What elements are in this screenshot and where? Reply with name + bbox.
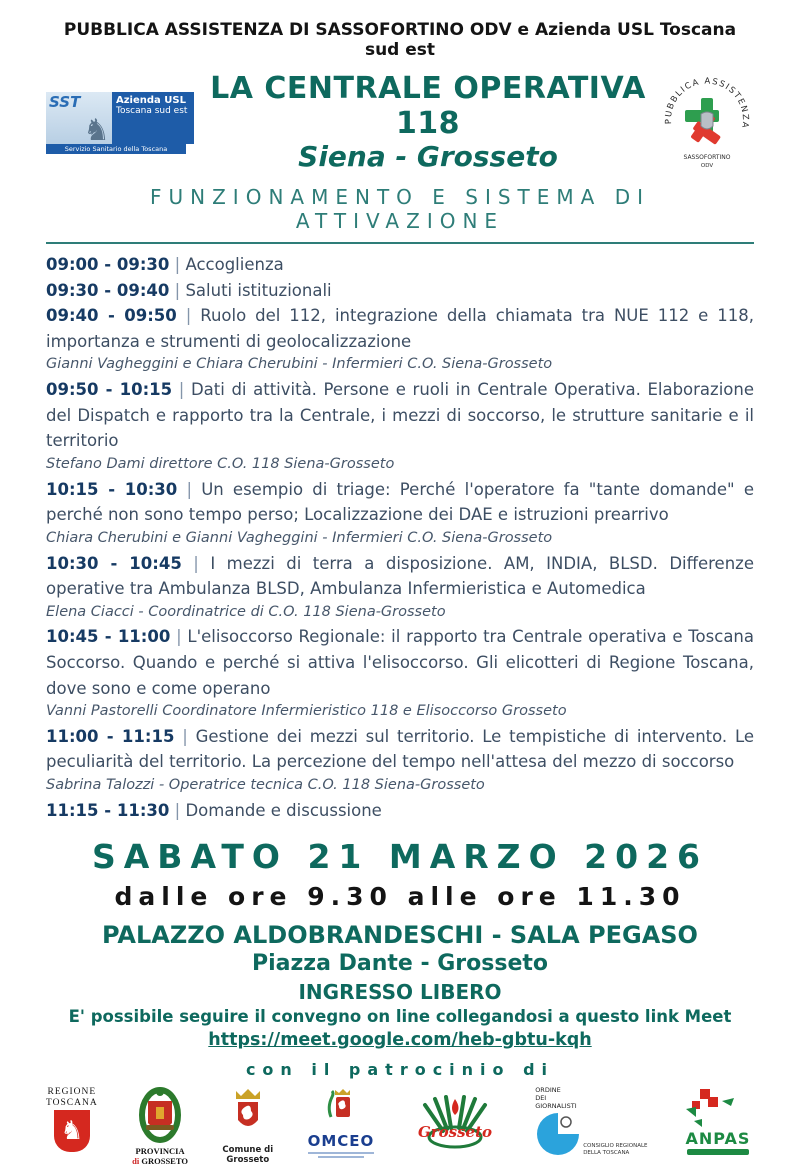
separator: |	[176, 627, 182, 647]
usl-azienda-label: Azienda USL	[116, 94, 186, 106]
schedule-row	[46, 377, 754, 475]
omceo-smallprint-2	[318, 1156, 364, 1158]
sponsor-logos	[46, 1087, 754, 1166]
schedule-speaker: Elena Ciacci - Coordinatrice di C.O. 118 Siena-Grosseto	[46, 603, 446, 620]
sassofortino-logo	[660, 76, 754, 170]
patronage-label: con il patrocinio di	[245, 1060, 555, 1080]
schedule-time: 09:30 - 09:40	[46, 280, 170, 300]
schedule-row	[46, 477, 754, 550]
organizers-line: PUBBLICA ASSISTENZA DI SASSOFORTINO ODV e Azienda USL Toscana sud est	[63, 20, 737, 60]
separator: |	[186, 479, 193, 499]
schedule-topic: Gestione dei mezzi sul territorio. Le tempistiche di intervento. Le peculiarità del territorio. La percezione del tempo nell'attesa del mezzo di soccorso	[46, 726, 755, 772]
event-hours: dalle ore 9.30 alle ore 11.30	[114, 882, 686, 912]
schedule-row	[46, 278, 754, 304]
comune-crest-icon	[226, 1087, 270, 1143]
divider	[46, 242, 754, 244]
separator: |	[182, 726, 188, 746]
comune-grosseto-label: Comune di Grosseto	[222, 1145, 274, 1166]
ordine-giornalisti-logo	[535, 1087, 647, 1156]
omceo-crest-icon	[319, 1087, 363, 1131]
regione-toscana-logo	[46, 1087, 98, 1152]
schedule-row	[46, 551, 754, 624]
schedule-row	[46, 252, 754, 278]
online-note: E' possibile seguire il convegno on line collegandosi a questo link Meet	[68, 1007, 732, 1027]
usl-territorio-label: Toscana sud est	[116, 106, 188, 117]
anpas-cross-icon	[682, 1087, 754, 1129]
schedule-row	[46, 624, 754, 722]
schedule-speaker: Chiara Cherubini e Gianni Vagheggini - Infermieri C.O. Siena-Grosseto	[46, 529, 553, 546]
separator: |	[178, 380, 185, 400]
schedule-topic: L'elisoccorso Regionale: il rapporto tra Centrale operativa e Toscana Soccorso. Quando e perché si attiva l'elisoccorso. Gli elicotteri di Regione Toscana, dove sono e come operano	[46, 627, 754, 698]
schedule-topic: Dati di attività. Persone e ruoli in Centrale Operativa. Elaborazione del Dispatch e rapporto tra la Centrale, i mezzi di soccorso, le strutture sanitarie e il territorio	[46, 380, 754, 451]
title-block	[196, 72, 660, 173]
svg-text:Grosseto: Grosseto	[417, 1123, 492, 1142]
pegasus-icon: ♞	[83, 112, 110, 144]
schedule-speaker: Vanni Pastorelli Coordinatore Infermieristico 118 e Elisoccorso Grosseto	[46, 703, 567, 720]
provincia-grosseto-logo	[132, 1087, 188, 1166]
schedule-speaker: Sabrina Talozzi - Operatrice tecnica C.O. 118 Siena-Grosseto	[46, 776, 485, 793]
giornalisti-council-label: CONSIGLIO REGIONALE DELLA TOSCANA	[583, 1143, 648, 1157]
page-title: LA CENTRALE OPERATIVA 118	[210, 71, 646, 141]
event-date: SABATO 21 MARZO 2026	[91, 837, 708, 877]
schedule-time: 09:00 - 09:30	[46, 255, 170, 275]
usl-sst-label: SST	[49, 92, 81, 111]
schedule-time: 11:00 - 11:15	[46, 726, 175, 746]
schedule-time: 09:50 - 10:15	[46, 380, 173, 400]
omceo-smallprint	[308, 1152, 374, 1154]
schedule-row	[46, 303, 754, 376]
schedule-time: 10:15 - 10:30	[46, 479, 178, 499]
event-admission: INGRESSO LIBERO	[298, 980, 502, 1005]
separator: |	[193, 553, 199, 573]
grosseto-association-logo	[409, 1087, 501, 1153]
schedule-topic: Accoglienza	[185, 255, 284, 275]
meet-link[interactable]: https://meet.google.com/heb-gbtu-kqh	[208, 1030, 592, 1051]
schedule-time: 09:40 - 09:50	[46, 306, 177, 326]
schedule-topic: I mezzi di terra a disposizione. AM, INDIA, BLSD. Differenze operative tra Ambulanza BLSD, Ambulanza Infermieristica e Automedica	[46, 553, 754, 599]
svg-text:PUBBLICA ASSISTENZA: PUBBLICA ASSISTENZA	[663, 76, 751, 130]
event-venue: PALAZZO ALDOBRANDESCHI - SALA PEGASO	[102, 921, 698, 950]
page-subtitle-cities: Siena - Grosseto	[298, 140, 558, 173]
schedule	[46, 252, 754, 823]
separator: |	[185, 306, 192, 326]
comune-grosseto-logo	[222, 1087, 273, 1165]
header	[46, 72, 754, 173]
pegasus-shield-icon: ♞	[54, 1110, 90, 1152]
separator: |	[174, 255, 181, 275]
schedule-time: 10:45 - 11:00	[46, 627, 171, 647]
schedule-speaker: Gianni Vagheggini e Chiara Cherubini - Infermieri C.O. Siena-Grosseto	[46, 356, 553, 373]
schedule-time: 10:30 - 10:45	[46, 553, 182, 573]
event-details	[46, 837, 754, 1079]
schedule-topic: Domande e discussione	[185, 800, 382, 820]
schedule-row	[46, 798, 754, 824]
usl-footer-label: Servizio Sanitario della Toscana	[46, 144, 186, 154]
svg-text:ODV: ODV	[700, 162, 714, 169]
schedule-time: 11:15 - 11:30	[46, 800, 170, 820]
event-address: Piazza Dante - Grosseto	[251, 951, 549, 977]
hands-flame-icon	[409, 1087, 501, 1153]
omceo-label: OMCEO	[307, 1132, 375, 1151]
omceo-logo	[308, 1087, 375, 1158]
provincia-crest-icon	[134, 1087, 186, 1145]
separator: |	[174, 800, 181, 820]
schedule-topic: Ruolo del 112, integrazione della chiamata tra NUE 112 e 118, importanza e strumenti di geolocalizzazione	[46, 306, 755, 351]
giornalisti-label: ORDINE DEI GIORNALISTI	[535, 1086, 577, 1110]
schedule-topic: Un esempio di triage: Perché l'operatore fa "tante domande" e perché non sono tempo perso; Localizzazione dei DAE e istruzioni prearrivo	[46, 479, 754, 525]
schedule-speaker: Stefano Dami direttore C.O. 118 Siena-Grosseto	[46, 455, 395, 472]
anpas-smallprint	[687, 1149, 749, 1155]
anpas-logo	[682, 1087, 754, 1155]
schedule-row	[46, 724, 754, 797]
regione-toscana-label: REGIONE TOSCANA	[46, 1087, 98, 1108]
schedule-topic: Saluti istituzionali	[185, 280, 332, 300]
separator: |	[174, 280, 181, 300]
anpas-label: ANPAS	[685, 1129, 751, 1149]
usl-toscana-logo	[46, 92, 196, 154]
event-subtitle: FUNZIONAMENTO E SISTEMA DI ATTIVAZIONE	[150, 185, 650, 234]
svg-text:SASSOFORTINO: SASSOFORTINO	[683, 153, 731, 161]
giornalisti-pie-icon	[535, 1111, 581, 1157]
provincia-grosseto-label: PROVINCIA di GROSSETO	[132, 1146, 188, 1167]
